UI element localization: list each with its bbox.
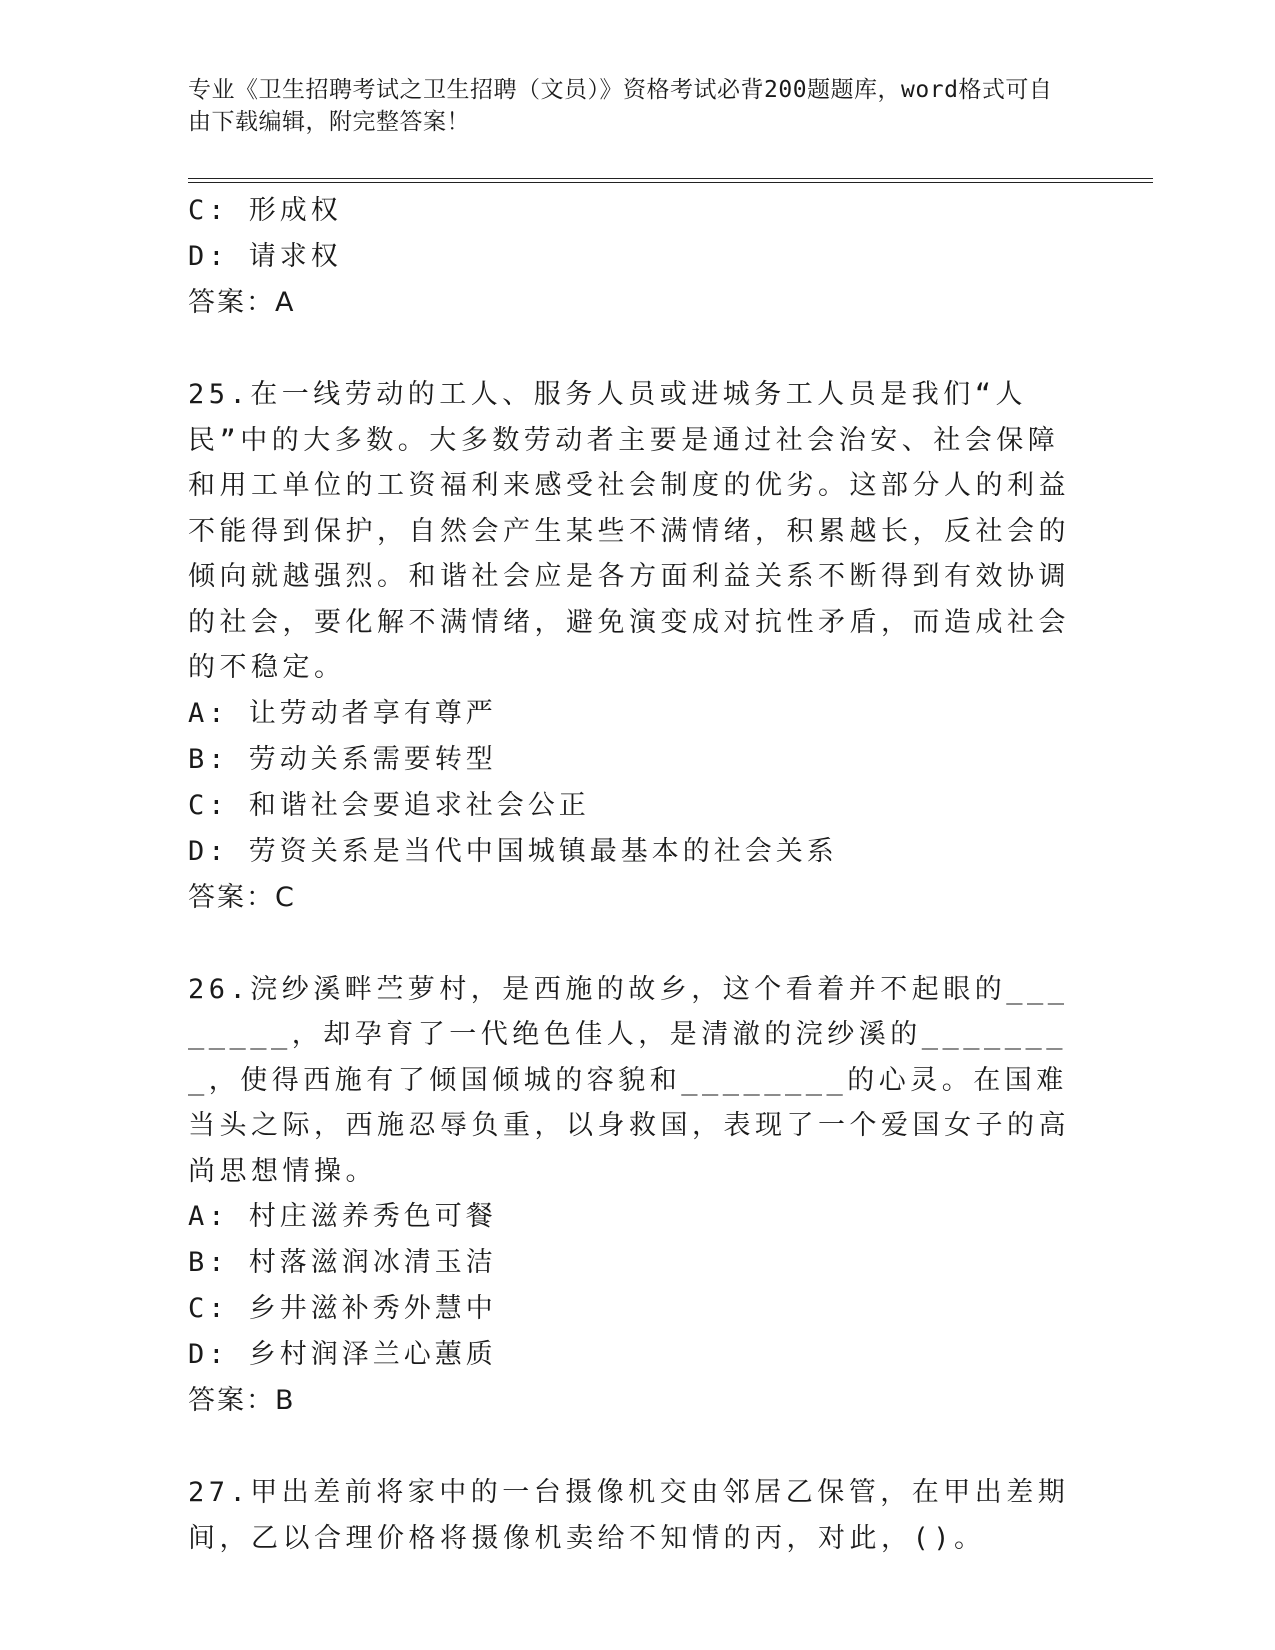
question-text: 26.浣纱溪畔苎萝村，是西施的故乡，这个看着并不起眼的________，却孕育了一代绝色佳人，是清澈的浣纱溪的________，使得西施有了倾国倾城的容貌和________的心灵。在国难当头之际，西施忍辱负重，以身救国，表现了一个爱国女子的高尚思想情操。 — [188, 973, 1070, 1187]
answer-line: 答案：B — [188, 1385, 296, 1416]
answer-line: 答案：A — [188, 287, 296, 318]
option-d: D: 劳资关系是当代中国城镇最基本的社会关系 — [188, 835, 838, 867]
header-divider-second — [188, 182, 1153, 183]
option-a: A: 让劳动者享有尊严 — [188, 697, 497, 729]
page-header: 专业《卫生招聘考试之卫生招聘（文员）》资格考试必背200题题库，word格式可自由下载编辑，附完整答案！ — [188, 77, 1053, 135]
question-26 — [188, 967, 1088, 1425]
question-content — [188, 188, 1088, 1561]
previous-question-tail — [188, 188, 1088, 326]
question-27 — [188, 1470, 1088, 1561]
answer-line: 答案：C — [188, 881, 296, 913]
header-divider — [188, 178, 1153, 179]
option-c: C: 形成权 — [188, 195, 342, 226]
option-d: D: 乡村润泽兰心蕙质 — [188, 1339, 497, 1370]
question-text: 27.甲出差前将家中的一台摄像机交由邻居乙保管，在甲出差期间，乙以合理价格将摄像机卖给不知情的丙，对此，()。 — [188, 1477, 1070, 1554]
question-25 — [188, 372, 1088, 921]
option-d: D: 请求权 — [188, 241, 342, 272]
option-a: A: 村庄滋养秀色可餐 — [188, 1201, 497, 1232]
question-text: 25.在一线劳动的工人、服务人员或进城务工人员是我们“人民”中的大多数。大多数劳动者主要是通过社会治安、社会保障和用工单位的工资福利来感受社会制度的优劣。这部分人的利益不能得到保护，自然会产生某些不满情绪，积累越长，反社会的倾向就越强烈。和谐社会应是各方面利益关系不断得到有效协调的社会，要化解不满情绪，避免演变成对抗性矛盾，而造成社会的不稳定。 — [188, 379, 1070, 683]
option-b: B: 村落滋润冰清玉洁 — [188, 1247, 497, 1278]
option-c: C: 乡井滋补秀外慧中 — [188, 1293, 497, 1324]
option-c: C: 和谐社会要追求社会公正 — [188, 789, 590, 821]
option-b: B: 劳动关系需要转型 — [188, 743, 497, 775]
